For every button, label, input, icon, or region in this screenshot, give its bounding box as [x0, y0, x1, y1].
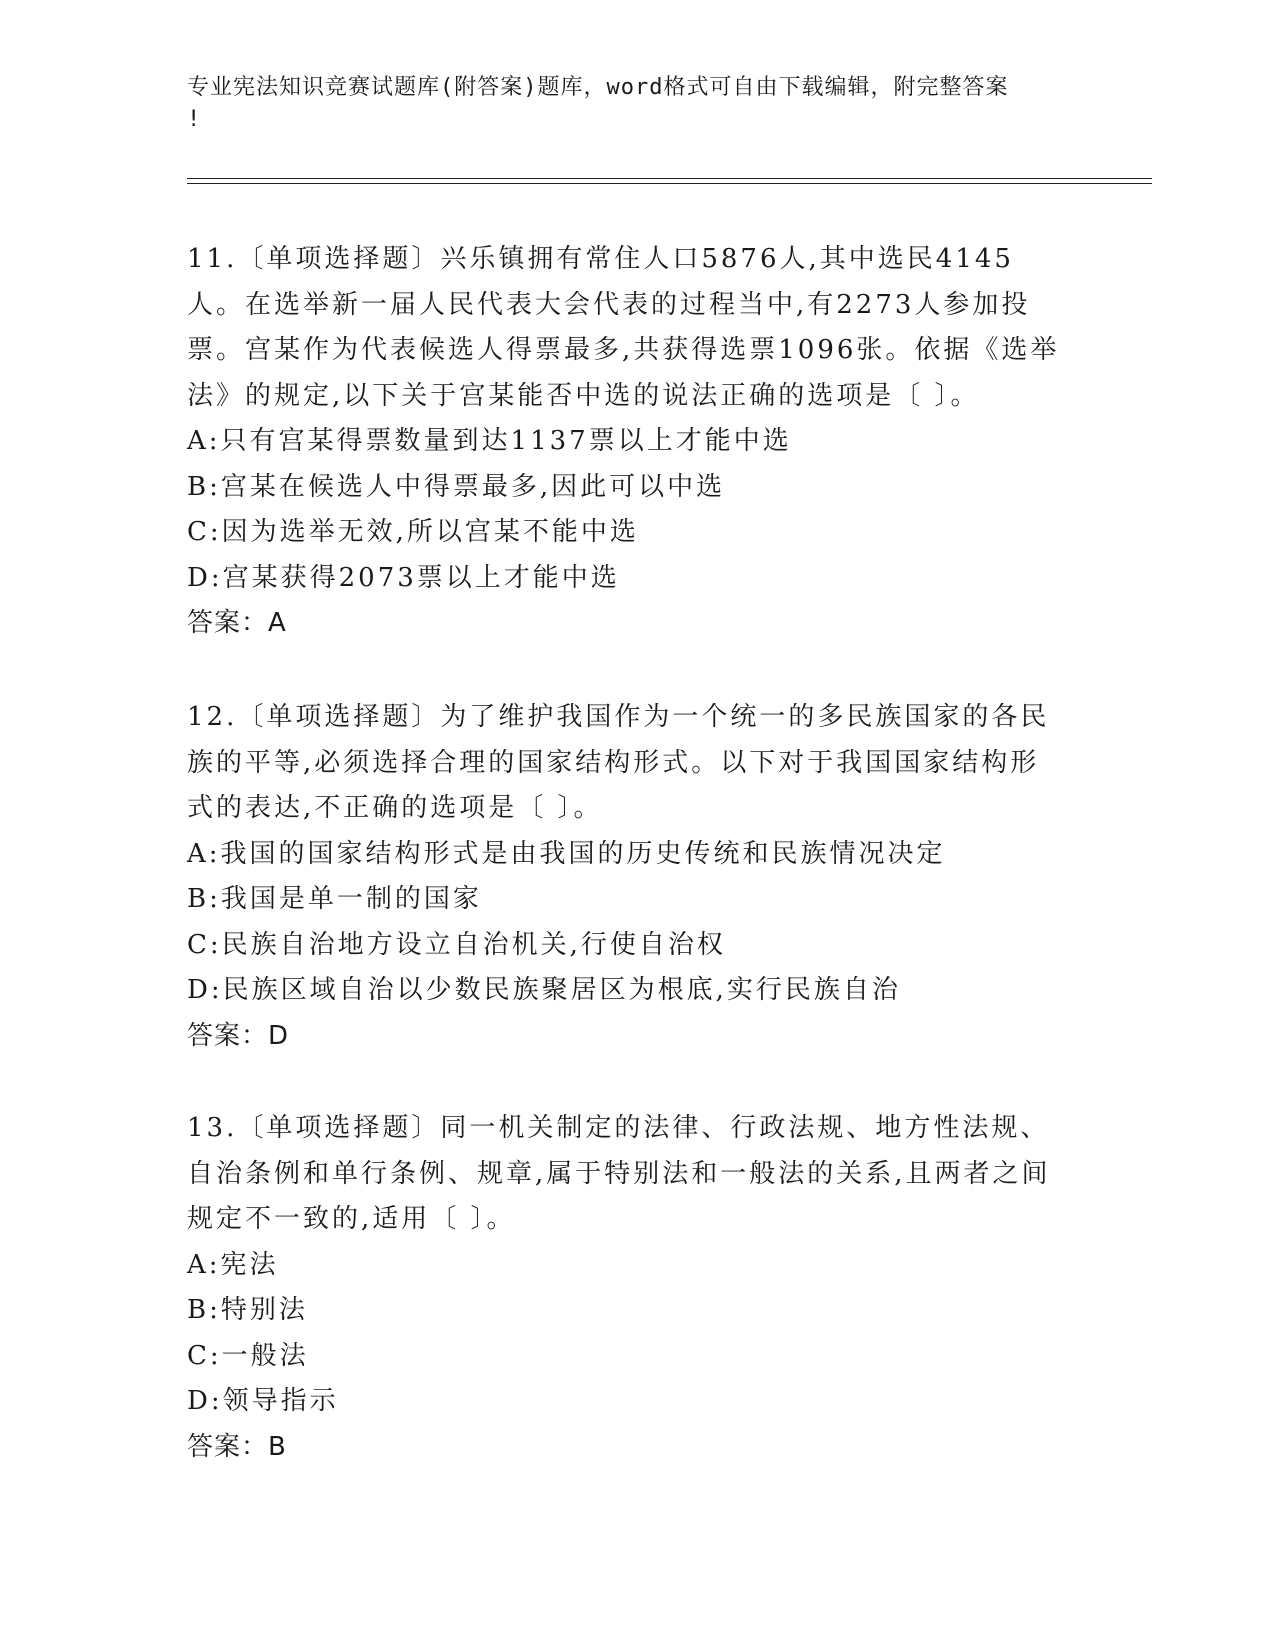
question-12 [187, 695, 1087, 1059]
question-stem: 11.〔单项选择题〕兴乐镇拥有常住人口5876人,其中选民4145人。在选举新一届人民代表大会代表的过程当中,有2273人参加投票。宫某作为代表候选人得票最多,共获得选票1096张。依据《选举法》的规定,以下关于宫某能否中选的说法正确的选项是〔 〕。 [187, 244, 1060, 411]
question-13 [187, 1106, 1087, 1470]
answer-label: 答案：D [187, 1020, 290, 1051]
header-line-2: ! [187, 107, 202, 132]
question-11 [187, 237, 1087, 647]
option-c: C:民族自治地方设立自治机关,行使自治权 [187, 929, 726, 960]
option-d: D:领导指示 [187, 1386, 339, 1416]
option-b: B:我国是单一制的国家 [187, 884, 482, 914]
header-line-1: 专业宪法知识竞赛试题库(附答案)题库，word格式可自由下载编辑，附完整答案 [187, 75, 1009, 100]
header-divider-top [187, 178, 1152, 179]
option-a: A:只有宫某得票数量到达1137票以上才能中选 [187, 426, 792, 456]
option-c: C:因为选举无效,所以宫某不能中选 [187, 517, 639, 547]
option-d: D:宫某获得2073票以上才能中选 [187, 562, 620, 593]
option-a: A:我国的国家结构形式是由我国的历史传统和民族情况决定 [187, 838, 946, 869]
question-stem: 12.〔单项选择题〕为了维护我国作为一个统一的多民族国家的各民族的平等,必须选择合理的国家结构形式。以下对于我国国家结构形式的表达,不正确的选项是〔 〕。 [187, 702, 1050, 823]
option-d: D:民族区域自治以少数民族聚居区为根底,实行民族自治 [187, 975, 901, 1005]
option-b: B:宫某在候选人中得票最多,因此可以中选 [187, 471, 726, 502]
option-c: C:一般法 [187, 1340, 309, 1371]
answer-label: 答案：A [187, 608, 287, 638]
header-divider-bottom [187, 183, 1152, 184]
answer-label: 答案：B [187, 1431, 287, 1462]
document-header [187, 72, 1067, 136]
option-b: B:特别法 [187, 1295, 308, 1325]
question-stem: 13.〔单项选择题〕同一机关制定的法律、行政法规、地方性法规、自治条例和单行条例、规章,属于特别法和一般法的关系,且两者之间规定不一致的,适用〔 〕。 [187, 1113, 1051, 1234]
option-a: A:宪法 [187, 1249, 279, 1280]
